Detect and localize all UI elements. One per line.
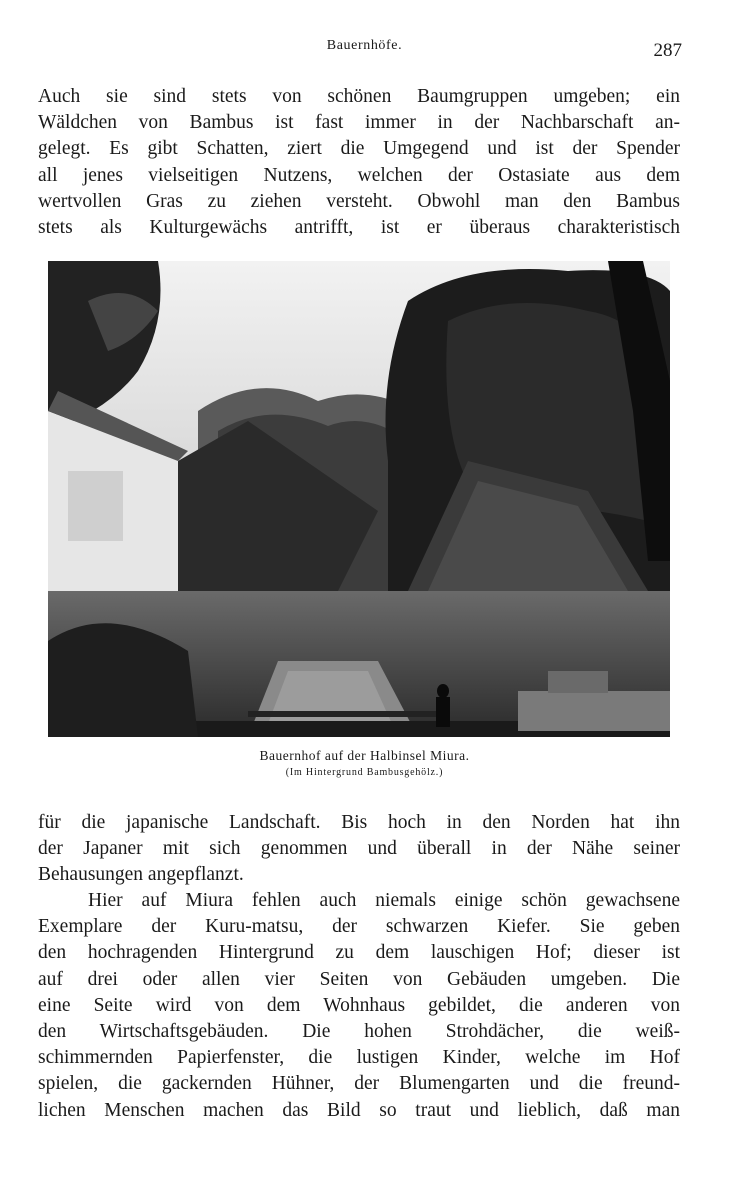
- page-header: [0, 38, 729, 62]
- text-line: all jenes vielseitigen Nutzens, welchen der Ostasiate aus dem: [38, 164, 680, 186]
- text-line: auf drei oder allen vier Seiten von Gebäuden umgeben. Die: [38, 968, 680, 990]
- figure-caption: Bauernhof auf der Halbinsel Miura.: [259, 748, 470, 763]
- paragraph-continued: [38, 810, 680, 889]
- text-line: Hier auf Miura fehlen auch niemals einige schön gewachsene: [88, 890, 680, 911]
- text-line: stets als Kulturgewächs antrifft, ist er überaus charakteristisch: [38, 217, 680, 239]
- running-head: Bauernhöfe.: [326, 38, 403, 53]
- text-line: gelegt. Es gibt Schatten, ziert die Umgegend und ist der Spender: [38, 138, 680, 160]
- farmhouse-photo: [48, 261, 670, 737]
- text-line: der Japaner mit sich genommen und überall in der Nähe seiner: [38, 838, 680, 860]
- text-line: lichen Menschen machen das Bild so traut und lieblich, daß man: [38, 1099, 680, 1121]
- text-line: Wäldchen von Bambus ist fast immer in der Nachbarschaft an-: [38, 112, 680, 134]
- text-line: wertvollen Gras zu ziehen versteht. Obwohl man den Bambus: [38, 190, 680, 212]
- figure-subcaption: (Im Hintergrund Bambusgehölz.): [285, 767, 444, 778]
- page-number: 287: [653, 40, 682, 61]
- text-line: den hochragenden Hintergrund zu dem lauschigen Hof; dieser ist: [38, 942, 680, 964]
- paragraph-next: [38, 888, 680, 1124]
- text-line: für die japanische Landschaft. Bis hoch in den Norden hat ihn: [38, 812, 680, 833]
- text-line: spielen, die gackernden Hühner, der Blumengarten und die freund-: [38, 1073, 680, 1095]
- text-line: Auch sie sind stets von schönen Baumgruppen umgeben; ein: [38, 86, 680, 107]
- text-line: Exemplare der Kuru-matsu, der schwarzen Kiefer. Sie geben: [38, 916, 680, 938]
- paragraph-top: [38, 84, 680, 241]
- text-line: den Wirtschaftsgebäuden. Die hohen Strohdächer, die weiß-: [38, 1021, 680, 1043]
- text-line: schimmernden Papierfenster, die lustigen Kinder, welche im Hof: [38, 1047, 680, 1069]
- text-line: eine Seite wird von dem Wohnhaus gebildet, die anderen von: [38, 994, 680, 1016]
- text-line: Behausungen angepflanzt.: [38, 864, 244, 886]
